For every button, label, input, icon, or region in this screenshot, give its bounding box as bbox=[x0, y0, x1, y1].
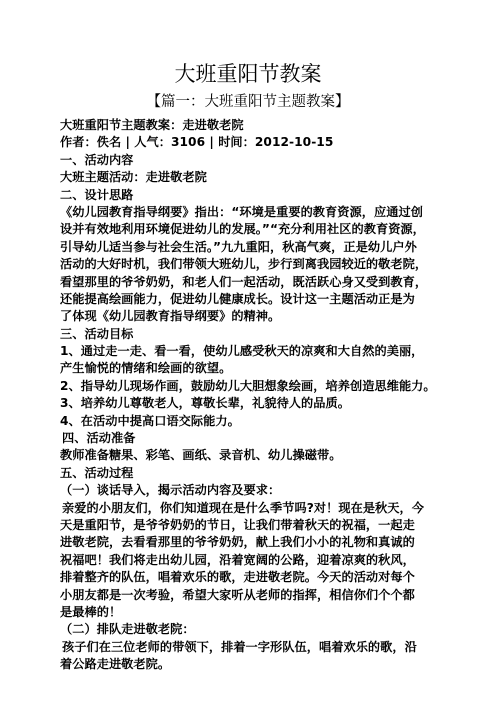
text-line: 大班主题活动：走进敬老院 bbox=[60, 170, 207, 185]
text-line: 了体现《幼儿园教育指导纲要》的精神。 bbox=[60, 309, 281, 324]
text-line: 引导幼儿适当参与社会生活。”九九重阳，秋高气爽，正是幼儿户外 bbox=[60, 239, 417, 254]
section-heading: 四、活动准备 bbox=[62, 431, 136, 446]
text-line: 着公路走进敬老院。 bbox=[60, 657, 171, 672]
section-heading: 三、活动目标 bbox=[60, 326, 134, 341]
page-title: 大班重阳节教案 bbox=[174, 62, 322, 86]
text-line: 孩子们在三位老师的带领下，排着一字形队伍，唱着欢乐的歌，沿 bbox=[62, 639, 417, 654]
text-line: 《幼儿园教育指导纲要》指出：“环境是重要的教育资源，应通过创 bbox=[60, 204, 423, 219]
text-line: 看望那里的爷爷奶奶，和老人们一起活动，既活跃心身又受到教育， bbox=[60, 274, 428, 289]
page-subtitle: 【篇一：大班重阳节主题教案】 bbox=[146, 94, 350, 110]
section-heading: 一、活动内容 bbox=[60, 152, 134, 167]
text-line: 祝福吧！我们将走出幼儿园，沿着宽阔的公路，迎着凉爽的秋风， bbox=[60, 552, 415, 567]
text-line: 4、在活动中提高口语交际能力。 bbox=[60, 413, 240, 428]
text-line: 排着整齐的队伍，唱着欢乐的歌，走进敬老院。今天的活动对每个 bbox=[60, 570, 415, 585]
text-line: 产生愉悦的情绪和绘画的欲望。 bbox=[60, 361, 232, 376]
text-line: 小朋友都是一次考验，希望大家听从老师的指挥，相信你们个个都 bbox=[60, 587, 415, 602]
text-line: 是最棒的！ bbox=[60, 604, 122, 619]
document-body bbox=[60, 117, 460, 674]
text-line: 活动的大好时机，我们带领大班幼儿，步行到离我园较近的敬老院， bbox=[60, 257, 428, 272]
text-line: 设并有效地利用环境促进幼儿的发展。”“充分利用社区的教育资源， bbox=[60, 222, 425, 237]
section-heading: 二、设计思路 bbox=[60, 187, 134, 202]
text-line: 还能提高绘画能力，促进幼儿健康成长。设计这一主题活动正是为 bbox=[60, 291, 415, 306]
text-line: 亲爱的小朋友们，你们知道现在是什么季节吗?对！现在是秋天，今 bbox=[62, 500, 425, 515]
text-line: 天是重阳节，是爷爷奶奶的节日，让我们带着秋天的祝福，一起走 bbox=[60, 517, 415, 532]
text-line: 进敬老院，去看看那里的爷爷奶奶，献上我们小小的礼物和真诚的 bbox=[60, 535, 415, 550]
text-line: 大班重阳节主题教案：走进敬老院 bbox=[60, 118, 244, 132]
text-line: 作者：佚名 | 人气：3106 | 时间：2012-10-15 bbox=[60, 135, 334, 150]
text-line: 教师准备糖果、彩笔、画纸、录音机、幼儿操磁带。 bbox=[60, 448, 342, 463]
sub-heading: （二）排队走进敬老院： bbox=[60, 622, 195, 637]
text-line: 3、培养幼儿尊敬老人，尊敬长辈，礼貌待人的品质。 bbox=[60, 396, 350, 411]
section-heading: 五、活动过程 bbox=[60, 465, 134, 480]
sub-heading: （一）谈话导入，揭示活动内容及要求： bbox=[60, 483, 281, 498]
text-line: 1、通过走一走、看一看，使幼儿感受秋天的凉爽和大自然的美丽， bbox=[60, 344, 424, 359]
text-line: 2、指导幼儿现场作画，鼓励幼儿大胆想象绘画，培养创造思维能力。 bbox=[60, 378, 436, 393]
